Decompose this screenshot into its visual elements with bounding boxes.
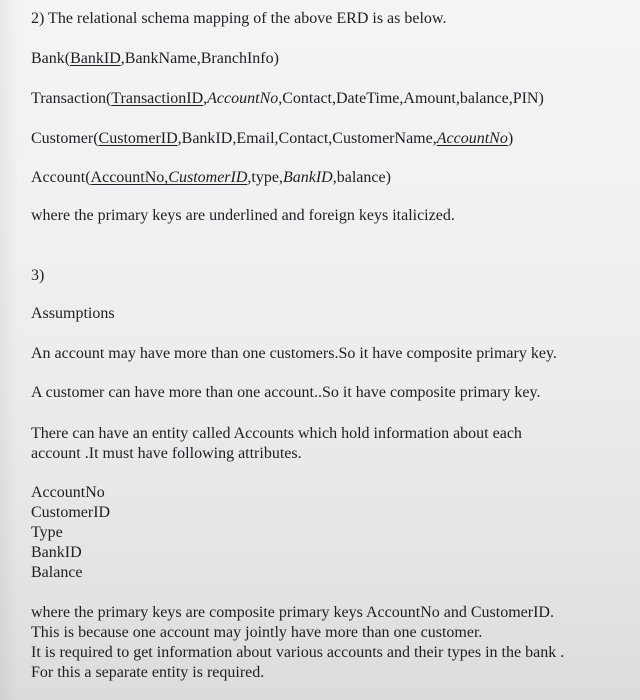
assumption-1: An account may have more than one customers.So it have composite primary key. (31, 345, 557, 362)
conclusion-line: For this a separate entity is required. (31, 664, 265, 681)
account-attributes-mid: ,type, (247, 169, 283, 186)
attribute-item: BankID (31, 544, 82, 561)
bank-primary-key: BankID (70, 50, 121, 67)
schema-transaction (31, 89, 544, 109)
attribute-item: AccountNo (31, 484, 105, 501)
transaction-foreign-key: AccountNo (207, 90, 279, 107)
assumptions-title: Assumptions (31, 305, 115, 322)
attribute-item: Balance (31, 564, 83, 581)
account-prefix: Account( (31, 169, 91, 186)
schema-customer (31, 129, 513, 149)
key-notation-note: where the primary keys are underlined and foreign keys italicized. (31, 207, 455, 224)
transaction-prefix: Transaction( (31, 90, 112, 107)
assumption-2: A customer can have more than one account..So it have composite primary key. (31, 384, 541, 401)
conclusion-line: It is required to get information about various accounts and their types in the bank . (31, 644, 565, 661)
account-separator: , (164, 169, 169, 186)
entity-description-line-2: account .It must have following attributes. (31, 445, 302, 462)
bank-attributes: ,BankName,BranchInfo) (120, 50, 279, 67)
transaction-primary-key: TransactionID (111, 90, 204, 107)
account-foreign-key-customer: CustomerID (168, 169, 248, 186)
entity-description-line-1: There can have an entity called Accounts which hold information about each (31, 425, 522, 442)
customer-attributes: ,BankID,Email,Contact,CustomerName, (177, 130, 437, 147)
customer-foreign-key: AccountNo (436, 130, 508, 147)
attribute-item: Type (31, 524, 63, 541)
account-primary-key: AccountNo (90, 169, 165, 186)
section-2-heading: 2) The relational schema mapping of the above ERD is as below. (31, 10, 447, 27)
customer-primary-key: CustomerID (98, 130, 178, 147)
customer-close: ) (507, 130, 514, 147)
account-foreign-key-bank: BankID (282, 169, 333, 186)
schema-bank (31, 49, 279, 69)
section-3-heading: 3) (31, 267, 45, 284)
schema-account (31, 168, 391, 188)
customer-prefix: Customer( (31, 130, 99, 147)
attribute-item: CustomerID (31, 504, 111, 521)
transaction-attributes: ,Contact,DateTime,Amount,balance,PIN) (278, 90, 544, 107)
account-attributes-rest: ,balance) (332, 169, 391, 186)
conclusion-line: This is because one account may jointly have more than one customer. (31, 624, 483, 641)
bank-prefix: Bank( (31, 50, 71, 67)
page-shadow (0, 0, 18, 700)
conclusion-line: where the primary keys are composite primary keys AccountNo and CustomerID. (31, 604, 554, 621)
transaction-separator: , (203, 90, 208, 107)
